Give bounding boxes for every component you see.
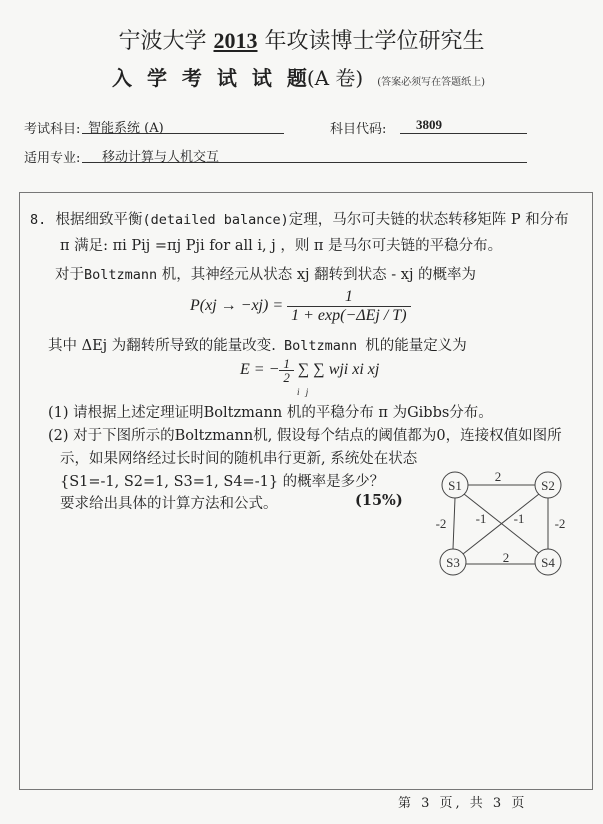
question-line-2: π 满足: πi Pij =πj Pji for all i, j ，则 π 是马尔可夫链的平稳分布。 [60, 238, 503, 254]
major-value: 移动计算与人机交互 [82, 146, 527, 163]
score: (15%) [355, 492, 403, 509]
title-year: 2013 [213, 28, 258, 53]
exam-subtitle [112, 62, 363, 91]
formula-rhs: ∑ ∑ wji xi xj [297, 361, 380, 378]
answer-note: (答案必须写在答题纸上) [377, 77, 486, 88]
title-university: 宁波大学 [118, 29, 207, 54]
code-value: 3809 [400, 117, 527, 134]
formula-lhs: P(xj → −xj) = [190, 297, 284, 315]
subtitle-text: 入 学 考 试 试 题 [112, 66, 307, 90]
text: (detailed balance) [142, 212, 289, 228]
text: 对于 [55, 267, 84, 283]
flip-probability-formula [190, 288, 411, 325]
question-line-4 [48, 334, 467, 355]
formula-denominator: 1 + exp(−ΔEj / T) [291, 307, 407, 324]
paper-version: (A 卷) [306, 66, 364, 90]
text: 定理，马尔可夫链的状态转移矩阵 P 和分布 [288, 212, 569, 228]
page-number: 第 3 页, 共 3 页 [398, 796, 528, 811]
formula-lhs: E = − [240, 361, 280, 378]
weight-s2-s3: -1 [513, 511, 525, 526]
part-2-line-3: {S1=-1, S2=1, S3=1, S4=-1} 的概率是多少？ [60, 474, 385, 490]
formula-numerator: 1 [279, 357, 294, 371]
title-program: 年攻读博士学位研究生 [264, 29, 485, 54]
text: 机的能量定义为 [365, 338, 467, 354]
sum-indices: i j [297, 387, 311, 397]
exam-title [0, 24, 603, 55]
node-label-s3: S3 [446, 555, 460, 570]
question-number: 8. [30, 212, 47, 228]
part-2-line-1: (2) 对于下图所示的Boltzmann机, 假设每个结点的阈值都为0，连接权值如图所 [48, 428, 562, 444]
subject-label: 考试科目: [24, 122, 81, 137]
node-label-s1: S1 [448, 478, 462, 493]
code-label: 科目代码: [330, 122, 387, 137]
formula-denominator: 2 [283, 369, 290, 385]
edge-s2-s3 [463, 494, 539, 554]
weight-s1-s3: -2 [435, 516, 447, 531]
text: 其中 ΔEj 为翻转所导致的能量改变. [48, 338, 276, 354]
major-label: 适用专业: [24, 151, 81, 166]
weight-s3-s4: 2 [502, 550, 510, 565]
part-2-line-4: 要求给出具体的计算方法和公式。 [60, 496, 278, 512]
weight-s2-s4: -2 [554, 516, 566, 531]
node-label-s2: S2 [541, 478, 555, 493]
text: Boltzmann [275, 338, 366, 354]
text: Boltzmann [84, 267, 158, 283]
text: 机，其神经元从状态 xj 翻转到状态 - xj 的概率为 [157, 267, 477, 283]
edge-s1-s3 [453, 498, 455, 549]
question-line-1 [30, 208, 569, 229]
energy-formula [240, 356, 379, 384]
part-2-line-2: 示，如果网络经过长时间的随机串行更新, 系统处在状态 [60, 451, 418, 467]
part-1: (1) 请根据上述定理证明Boltzmann 机的平稳分布 π 为Gibbs分布。 [48, 405, 493, 421]
formula-numerator: 1 [287, 288, 410, 307]
text: 根据细致平衡 [55, 212, 143, 228]
subtitle-row [112, 62, 485, 91]
boltzmann-network-diagram [420, 460, 580, 590]
weight-s1-s2: 2 [494, 469, 502, 484]
weight-s1-s4: -1 [475, 511, 487, 526]
node-label-s4: S4 [541, 555, 555, 570]
question-line-3 [55, 263, 476, 284]
subject-value: 智能系统 (A) [82, 117, 284, 134]
